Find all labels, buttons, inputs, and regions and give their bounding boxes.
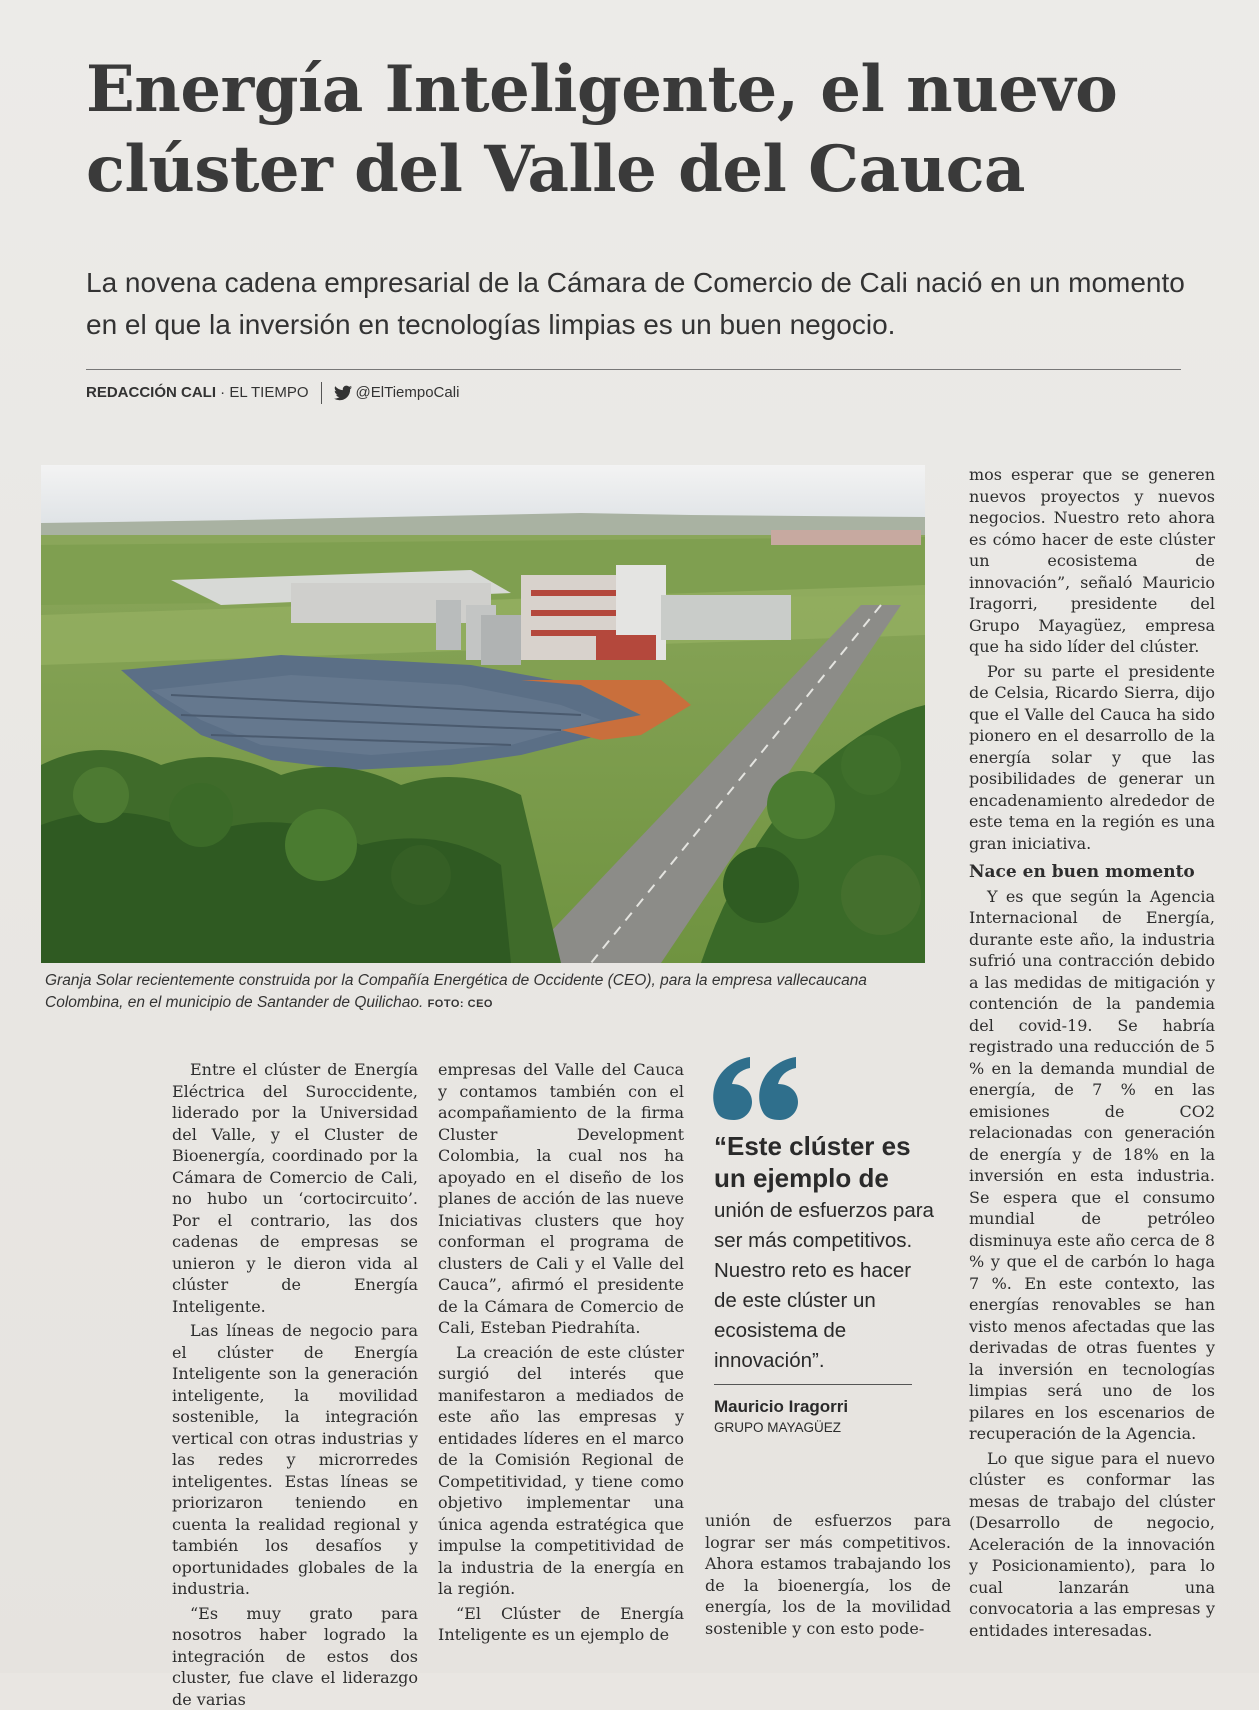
body-paragraph: La creación de este clúster surgió del interés que manifestaron a mediados de este año las empresas y entidades líderes en el marco de la Comisión Regional de Competitividad, y tiene como objetivo implementar una única agenda estratégica que impulse la competitividad de la industria de la energía en la región.	[438, 1342, 684, 1600]
photo-caption	[45, 970, 935, 1015]
aerial-photo-illustration	[41, 465, 925, 963]
twitter-handle[interactable]: @ElTiempoCali	[356, 380, 460, 406]
body-paragraph: empresas del Valle del Cauca y contamos también con el acompañamiento de la firma Cluster Development Colombia, la cual nos ha apoyado en el diseño de los planes de acción de las nueve Iniciativas clusters que hoy conforman el programa de clusters de Cali y el Valle del Cauca”, afirmó el presidente de la Cámara de Comercio de Cali, Esteban Piedrahíta.	[438, 1059, 684, 1339]
solar-farm-photo	[41, 465, 925, 963]
pull-quote-org: GRUPO MAYAGÜEZ	[714, 1420, 841, 1435]
pull-quote-name: Mauricio Iragorri	[714, 1397, 848, 1417]
right-column-paragraph: Y es que según la Agencia Internacional de Energía, durante este año, la industria sufrió una contracción debido a las medidas de mitigación y contención de la pandemia del covid-19. Se habría registrado una reducción de 5 % en la demanda mundial de energía, de 7 % en las emisiones de CO2 relacionadas con generación de energía y de 18% en la inversión en esta industria. Se espera que el consumo mundial de petróleo disminuya este año cerca de 8 % y que el de carbón lo haga 7 %. En este contexto, las energías renovables se han visto menos afectadas que las derivadas de otras fuentes y la inversión en tecnologías limpias será uno de los pilares en los escenarios de recuperación de la Agencia.	[969, 886, 1215, 1445]
right-column-paragraph: Lo que sigue para el nuevo clúster es conformar las mesas de trabajo del clúster (Desarrollo de negocio, Aceleración de la innovación y Posicionamiento), para lo cual lanzarán una convocatoria a las empresas y entidades interesadas.	[969, 1448, 1215, 1642]
right-column-paragraph: mos esperar que se generen nuevos proyectos y nuevos negocios. Nuestro reto ahora es cómo hacer de este clúster un ecosistema de innovación”, señaló Mauricio Iragorri, presidente del Grupo Mayagüez, empresa que ha sido líder del clúster.	[969, 464, 1215, 658]
pull-quote-divider	[714, 1384, 912, 1385]
photo-caption-text: Granja Solar recientemente construida por la Compañía Energética de Occidente (CEO), para la empresa vallecaucana Colombina, en el municipio de Santander de Quilichao.	[45, 972, 867, 1011]
byline	[86, 380, 459, 406]
section-subhead: Nace en buen momento	[969, 862, 1215, 884]
right-column	[969, 464, 1215, 1641]
body-paragraph: Las líneas de negocio para el clúster de Energía Inteligente son la generación inteligente, la movilidad sostenible, la integración vertical con otras industrias y las redes y microrredes inteligentes. Estas líneas se priorizaron teniendo en cuenta la realidad regional y también los desafíos y oportunidades globales de la industria.	[172, 1320, 418, 1600]
headline	[86, 50, 1206, 210]
byline-divider	[86, 369, 1181, 370]
byline-author: REDACCIÓN CALI	[86, 380, 216, 406]
pull-quote-bold: “Este clúster es un ejemplo de	[714, 1130, 934, 1194]
body-column-2	[438, 1059, 684, 1646]
quote-mark-icon	[710, 1052, 800, 1122]
body-paragraph: unión de esfuerzos para lograr ser más competitivos. Ahora estamos trabajando los de la bioenergía, los de energía, los de la movilidad sostenible y con esto pode-	[705, 1510, 951, 1639]
twitter-bird-icon	[334, 385, 352, 401]
pull-quote	[714, 1130, 934, 1376]
right-column-paragraph: Por su parte el presidente de Celsia, Ricardo Sierra, dijo que el Valle del Cauca ha sido pionero en el desarrollo de la energía solar y que las posibilidades de generar un encadenamiento alrededor de este tema en la región es una gran iniciativa.	[969, 661, 1215, 855]
byline-outlet: · EL TIEMPO	[220, 380, 308, 406]
headline-line-1: Energía Inteligente, el nuevo	[86, 50, 1206, 130]
body-column-1	[172, 1059, 418, 1710]
subtitle: La novena cadena empresarial de la Cámara de Comercio de Cali nació en un momento en el que la inversión en tecnologías limpias es un buen negocio.	[86, 262, 1206, 346]
headline-line-2: clúster del Valle del Cauca	[86, 130, 1206, 210]
photo-credit: FOTO: CEO	[428, 998, 493, 1010]
body-paragraph: “El Clúster de Energía Inteligente es un ejemplo de	[438, 1603, 684, 1646]
body-paragraph: “Es muy grato para nosotros haber logrado la integración de estos dos cluster, fue clave el liderazgo de varias	[172, 1603, 418, 1710]
pull-quote-text: unión de esfuerzos para ser más competitivos. Nuestro reto es hacer de este clúster un ecosistema de innovación”.	[714, 1196, 934, 1376]
byline-separator	[321, 382, 322, 404]
body-column-3	[705, 1510, 951, 1639]
body-paragraph: Entre el clúster de Energía Eléctrica del Suroccidente, liderado por la Universidad del Valle, y el Cluster de Bioenergía, coordinado por la Cámara de Comercio de Cali, no hubo un ‘cortocircuito’. Por el contrario, las dos cadenas de empresas se unieron y le dieron vida al clúster de Energía Inteligente.	[172, 1059, 418, 1317]
